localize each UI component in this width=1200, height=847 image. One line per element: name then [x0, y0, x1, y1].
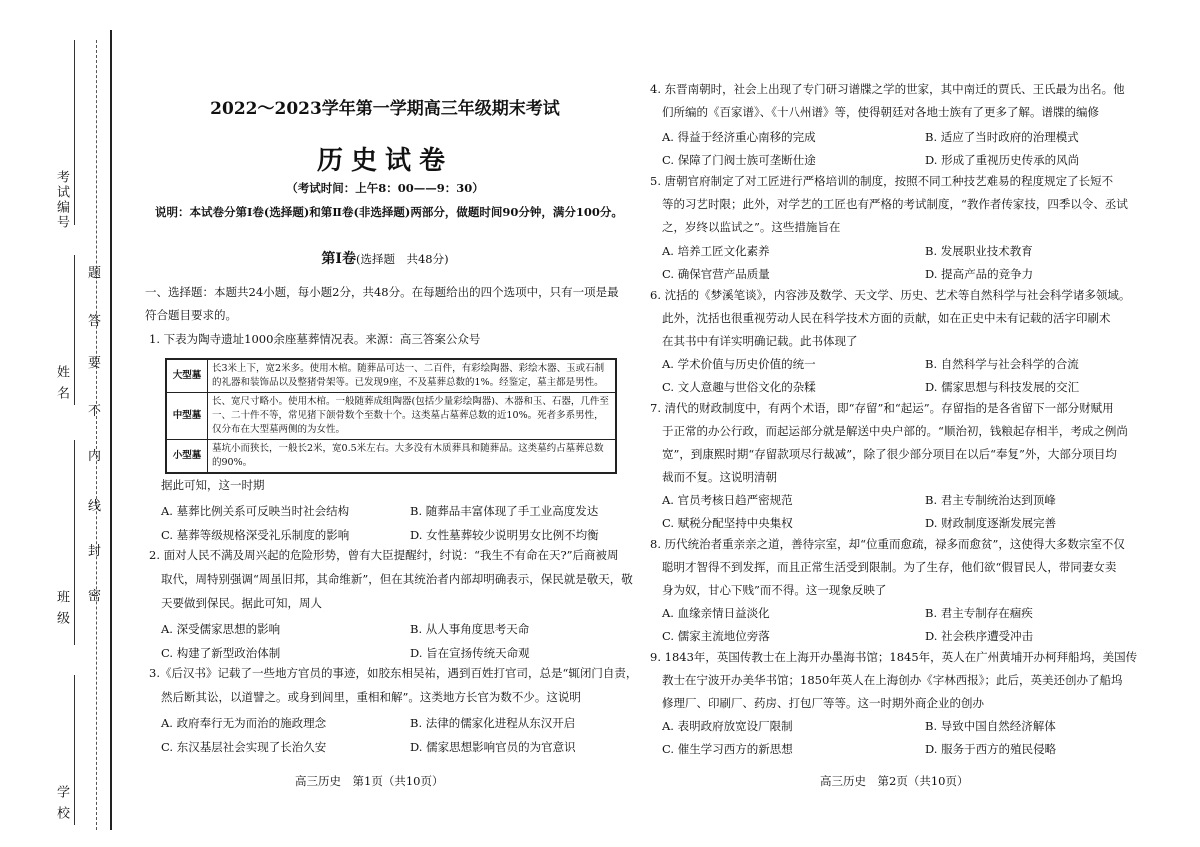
table-cell-label: 中型墓 — [166, 393, 208, 440]
seal-warning-char: 要 — [88, 356, 102, 371]
seal-warning-char: 封 — [88, 544, 102, 559]
option-a[interactable]: A. 墓葬比例关系可反映当时社会结构 — [161, 504, 350, 518]
option-c[interactable]: C. 东汉基层社会实现了长治久安 — [161, 740, 327, 754]
class-field[interactable] — [74, 440, 75, 645]
question-7-line: 于正常的办公行政，而起运部分就是解送中央户部的。“顺治初，钱粮起存相半，考成之例尚 — [662, 424, 1128, 438]
option-c[interactable]: C. 儒家主流地位旁落 — [662, 629, 770, 643]
question-7-line: 裁而不复。这说明清朝 — [662, 470, 777, 484]
exam-note: 说明：本试卷分第Ⅰ卷(选择题)和第Ⅱ卷(非选择题)两部分，做题时间90分钟，满分100分。 — [155, 205, 623, 219]
name-label: 姓 名 — [54, 365, 69, 402]
question-9-line: 教士在宁波开办美华书馆；1850年英人在上海创办《字林西报》；此后，英美还创办了船坞 — [662, 673, 1123, 687]
table-row — [166, 359, 616, 393]
question-2-line: 2. 面对人民不满及周兴起的危险形势，曾有大臣提醒纣，纣说：“我生不有命在天?”后商被周 — [149, 548, 619, 562]
option-b[interactable]: B. 从人事角度思考天命 — [410, 622, 530, 636]
option-a[interactable]: A. 学术价值与历史价值的统一 — [662, 357, 816, 371]
page-footer: 高三历史 第2页（共10页） — [820, 774, 969, 788]
exam-number-label: 考试编号 — [54, 170, 69, 230]
question-3-line: 然后断其讼，以道譬之。或身到闾里，重相和解”。这类地方长官为数不少。这说明 — [161, 690, 581, 704]
table-row — [166, 440, 616, 474]
question-7-line: 7. 清代的财政制度中，有两个术语，即“存留”和“起运”。存留指的是各省留下一部分财赋用 — [650, 401, 1114, 415]
table-cell-text: 墓坑小而狭长，一般长2米，宽0.5米左右。大多没有木质葬具和随葬品。这类墓约占墓葬总数的90%。 — [208, 440, 617, 474]
seal-line — [96, 40, 97, 830]
name-field[interactable] — [74, 255, 75, 405]
option-d[interactable]: D. 儒家思想与科技发展的交汇 — [925, 380, 1080, 394]
table-cell-text: 长、宽尺寸略小。使用木棺。一般随葬成组陶器(包括少量彩绘陶器)、木器和玉、石器，几件至一、二十件不等，常见猪下颌骨数个至数十个。这类墓占墓葬总数的近10%。死者多系男性，仅分布在大型墓两侧的为女性。 — [208, 393, 617, 440]
question-7-line: 宽”，到康熙时期“存留款项尽行裁减”，除了很少部分项目在以后“奉复”外，大部分项目均 — [662, 447, 1117, 461]
option-c[interactable]: C. 催生学习西方的新思想 — [662, 742, 793, 756]
question-8-line: 聪明才智得不到发挥，而且正常生活受到限制。为了生存，他们欲“假冒民人，带同妻女卖 — [662, 560, 1117, 574]
exam-number-field[interactable] — [74, 40, 75, 225]
question-8-line: 8. 历代统治者重亲亲之道，善待宗室，却“位重而愈疏，禄多而愈贫”，这使得大多数宗室不仅 — [650, 537, 1125, 551]
option-b[interactable]: B. 发展职业技术教育 — [925, 244, 1033, 258]
table-row — [166, 393, 616, 440]
seal-warning-char: 密 — [88, 589, 102, 604]
section-title: 第Ⅰ卷 — [321, 251, 356, 267]
option-d[interactable]: D. 女性墓葬较少说明男女比例不均衡 — [410, 528, 599, 542]
page-footer: 高三历史 第1页（共10页） — [295, 774, 444, 788]
option-b[interactable]: B. 法律的儒家化进程从东汉开启 — [410, 716, 576, 730]
option-b[interactable]: B. 君主专制统治达到顶峰 — [925, 493, 1056, 507]
question-9-line: 修理厂、印刷厂、药房、打包厂等等。这一时期外商企业的创办 — [662, 696, 984, 710]
question-3-line: 3.《后汉书》记载了一些地方官员的事迹，如胶东相吴祐，遇到百姓打官司，总是“辄闭门自责， — [149, 666, 638, 680]
option-a[interactable]: A. 政府奉行无为而治的施政理念 — [161, 716, 327, 730]
seal-warning-char: 题 — [88, 266, 102, 281]
option-d[interactable]: D. 财政制度逐渐发展完善 — [925, 516, 1057, 530]
option-b[interactable]: B. 随葬品丰富体现了手工业高度发达 — [410, 504, 599, 518]
option-d[interactable]: D. 服务于西方的殖民侵略 — [925, 742, 1057, 756]
exam-year-title: 2022～2023学年第一学期高三年级期末考试 — [210, 99, 560, 119]
option-c[interactable]: C. 墓葬等级规格深受礼乐制度的影响 — [161, 528, 350, 542]
question-4-line: 们所编的《百家谱》、《十八州谱》等，使得朝廷对各地士族有了更多了解。谱牒的编修 — [662, 105, 1099, 119]
page-1 — [135, 0, 638, 847]
option-c[interactable]: C. 保障了门阀士族可垄断仕途 — [662, 153, 816, 167]
page-2 — [640, 0, 1195, 847]
question-5-line: 5. 唐朝官府制定了对工匠进行严格培训的制度，按照不同工种技艺难易的程度规定了长短不 — [650, 174, 1114, 188]
instructions-line: 一、选择题：本题共24小题，每小题2分，共48分。在每题给出的四个选项中，只有一项是最 — [145, 285, 619, 299]
table-cell-label: 大型墓 — [166, 359, 208, 393]
seal-warning-char: 内 — [88, 449, 102, 464]
section-subtitle: (选择题 共48分) — [355, 252, 449, 266]
option-d[interactable]: D. 提高产品的竞争力 — [925, 267, 1034, 281]
question-2-line: 天要做到保民。据此可知，周人 — [161, 596, 322, 610]
option-b[interactable]: B. 导致中国自然经济解体 — [925, 719, 1056, 733]
question-5-line: 等的习艺时限；此外，对学艺的工匠也有严格的考试制度，“教作者传家技，四季以令、丞试 — [662, 197, 1128, 211]
question-9-line: 9. 1843年，英国传教士在上海开办墨海书馆；1845年，英人在广州黄埔开办柯拜船坞，美国传 — [650, 650, 1138, 664]
binding-line — [110, 30, 112, 830]
option-d[interactable]: D. 儒家思想影响官员的为官意识 — [410, 740, 576, 754]
question-6-line: 此外，沈括也很重视劳动人民在科学技术方面的贡献，如在正史中未有记载的活字印刷术 — [662, 311, 1111, 325]
option-d[interactable]: D. 社会秩序遭受冲击 — [925, 629, 1034, 643]
seal-warning-char: 线 — [88, 499, 102, 514]
option-c[interactable]: C. 赋税分配坚持中央集权 — [662, 516, 793, 530]
school-label: 学 校 — [54, 785, 69, 822]
seal-warning-char: 不 — [88, 404, 102, 419]
question-6-line: 在其书中有详实明确记载。此书体现了 — [662, 334, 858, 348]
option-b[interactable]: B. 适应了当时政府的治理模式 — [925, 130, 1079, 144]
option-a[interactable]: A. 得益于经济重心南移的完成 — [662, 130, 816, 144]
option-a[interactable]: A. 表明政府放宽设厂限制 — [662, 719, 793, 733]
table-cell-text: 长3米上下，宽2米多。使用木棺。随葬品可达一、二百件，有彩绘陶器、彩绘木器、玉或石制的礼器和装饰品以及整猪骨架等。已发现9座，不及墓葬总数的1%。经鉴定，墓主都是男性。 — [208, 359, 617, 393]
class-label: 班 级 — [54, 590, 69, 627]
option-b[interactable]: B. 自然科学与社会科学的合流 — [925, 357, 1079, 371]
option-d[interactable]: D. 形成了重视历史传承的风尚 — [925, 153, 1080, 167]
table-cell-label: 小型墓 — [166, 440, 208, 474]
instructions-line: 符合题目要求的。 — [145, 308, 237, 322]
question-8-line: 身为奴，甘心下贱”而不得。这一现象反映了 — [662, 583, 887, 597]
seal-warning-char: 答 — [88, 314, 102, 329]
school-field[interactable] — [74, 675, 75, 825]
option-a[interactable]: A. 培养工匠文化素养 — [662, 244, 770, 258]
binding-margin — [0, 0, 120, 847]
question-5-line: 之，岁终以监试之”。这些措施旨在 — [662, 220, 841, 234]
question-1-stem: 1. 下表为陶寺遗址1000余座墓葬情况表。来源：高三答案公众号 — [149, 332, 481, 346]
option-a[interactable]: A. 深受儒家思想的影响 — [161, 622, 281, 636]
section-heading — [135, 248, 635, 268]
option-c[interactable]: C. 确保官营产品质量 — [662, 267, 770, 281]
question-4-line: 4. 东晋南朝时，社会上出现了专门研习谱牒之学的世家，其中南迁的贾氏、王氏最为出名。他 — [650, 82, 1125, 96]
option-d[interactable]: D. 旨在宣扬传统天命观 — [410, 646, 530, 660]
option-c[interactable]: C. 文人意趣与世俗文化的杂糅 — [662, 380, 816, 394]
subject-title: 历史试卷 — [316, 146, 453, 176]
exam-time: （考试时间：上午8：00——9：30） — [286, 181, 484, 195]
option-a[interactable]: A. 官员考核日趋严密规范 — [662, 493, 793, 507]
tomb-table — [165, 358, 617, 474]
question-2-line: 取代，周特别强调“周虽旧邦，其命维新”，但在其统治者内部却明确表示，保民就是敬天，敬 — [161, 572, 633, 586]
option-c[interactable]: C. 构建了新型政治体制 — [161, 646, 281, 660]
question-6-line: 6. 沈括的《梦溪笔谈》，内容涉及数学、天文学、历史、艺术等自然科学与社会科学诸多领域。 — [650, 288, 1131, 302]
option-b[interactable]: B. 君主专制存在痼疾 — [925, 606, 1033, 620]
option-a[interactable]: A. 血缘亲情日益淡化 — [662, 606, 770, 620]
question-1-lead: 据此可知，这一时期 — [161, 478, 265, 492]
